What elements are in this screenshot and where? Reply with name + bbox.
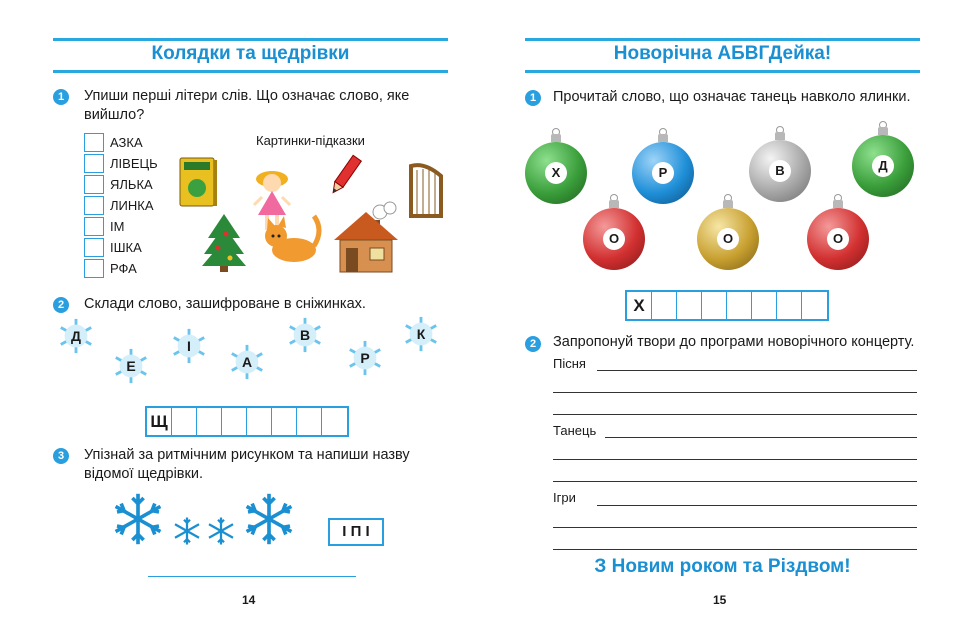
- cat-icon: [262, 210, 324, 268]
- page-number: 14: [242, 593, 256, 607]
- song-line[interactable]: [553, 414, 917, 415]
- snowflake-letter-text: В: [299, 327, 311, 343]
- ornament-cap: [775, 132, 785, 140]
- greeting-text: З Новим роком та Різдвом!: [594, 556, 851, 577]
- task2-text: Запропонуй твори до програми новорічного концерту.: [553, 334, 915, 350]
- task-number-2: 2: [525, 336, 541, 352]
- answer-cell[interactable]: [197, 408, 222, 435]
- small-snowflake-icon: [172, 516, 202, 546]
- letter-box[interactable]: [84, 238, 104, 257]
- letter-box[interactable]: [84, 175, 104, 194]
- word-fragment: ЯЛЬКА: [110, 177, 153, 192]
- harp-icon: [405, 160, 447, 220]
- games-line[interactable]: [597, 505, 917, 506]
- answer-cell[interactable]: [652, 292, 677, 319]
- task1-text: Упиши перші літери слів. Що означає слово, яке вийшло?: [84, 88, 410, 123]
- snowflake-letter-text: А: [241, 354, 253, 370]
- snowflake-letter-text: К: [416, 326, 426, 342]
- snowflake-letter-text: Р: [360, 350, 370, 366]
- letter-box[interactable]: [84, 196, 104, 215]
- snowflake-letter-text: І: [187, 338, 191, 354]
- ornament-ball: [807, 208, 869, 270]
- ornament-ball: [632, 142, 694, 204]
- letter-box[interactable]: [84, 154, 104, 173]
- big-snowflake-icon: [110, 491, 166, 547]
- task1-text: Прочитай слово, що означає танець навколо ялинки.: [553, 89, 911, 105]
- games-label: Ігри: [553, 490, 576, 505]
- games-line[interactable]: [553, 549, 917, 550]
- snowflake-letter-text: Е: [126, 358, 136, 374]
- fairy-tale-book-icon: [178, 156, 218, 208]
- snowflake-letter: [402, 315, 440, 353]
- ornament-letter: Х: [545, 162, 567, 184]
- ornament-letter: О: [827, 228, 849, 250]
- right-bottom-rule: [525, 70, 920, 73]
- right-top-rule: [525, 38, 920, 41]
- ornament-letter: Р: [652, 162, 674, 184]
- ornament-cap: [723, 200, 733, 208]
- ornament-ball: [583, 208, 645, 270]
- picture-hints-label: Картинки-підказки: [256, 133, 365, 148]
- ornament-ball: [525, 142, 587, 204]
- ornament-cap: [833, 200, 843, 208]
- pencil-icon: [328, 153, 364, 199]
- dance-label: Танець: [553, 423, 597, 438]
- letter-box[interactable]: [84, 259, 104, 278]
- snowflake-letter: [346, 339, 384, 377]
- answer-cell[interactable]: [172, 408, 197, 435]
- answer-cell[interactable]: [752, 292, 777, 319]
- word-fragment: ЛИНКА: [110, 198, 154, 213]
- ornament-ball: [749, 140, 811, 202]
- ornament-cap: [658, 134, 668, 142]
- rhythm-code-box: І П І: [328, 518, 384, 546]
- answer-cell[interactable]: [702, 292, 727, 319]
- task-number-3: 3: [53, 448, 69, 464]
- dance-line[interactable]: [553, 459, 917, 460]
- snowflake-letter-text: Д: [71, 328, 81, 344]
- ornament-cap: [609, 200, 619, 208]
- left-bottom-rule: [53, 70, 448, 73]
- ornament-ball: [852, 135, 914, 197]
- snowflake-letter: [170, 327, 208, 365]
- answer-cell[interactable]: [272, 408, 297, 435]
- task1-answer-row: [625, 290, 829, 321]
- small-snowflake-icon: [206, 516, 236, 546]
- task2-answer-row: [145, 406, 349, 437]
- snowflake-letter: [112, 347, 150, 385]
- ornament-letter: Д: [872, 155, 894, 177]
- answer-cell[interactable]: [322, 408, 347, 435]
- answer-cell[interactable]: [247, 408, 272, 435]
- answer-cell[interactable]: [677, 292, 702, 319]
- letter-box[interactable]: [84, 133, 104, 152]
- answer-cell[interactable]: [777, 292, 802, 319]
- ornament-cap: [551, 134, 561, 142]
- ornament-ball: [697, 208, 759, 270]
- dance-line[interactable]: [553, 481, 917, 482]
- left-top-rule: [53, 38, 448, 41]
- answer-cell[interactable]: Х: [627, 292, 652, 319]
- games-line[interactable]: [553, 527, 917, 528]
- big-snowflake-icon: [241, 491, 297, 547]
- word-fragment: ІШКА: [110, 240, 142, 255]
- page-number: 15: [713, 593, 727, 607]
- snowflake-letter: [228, 343, 266, 381]
- word-fragment: АЗКА: [110, 135, 143, 150]
- house-icon: [328, 200, 408, 276]
- task-number-2: 2: [53, 297, 69, 313]
- song-line[interactable]: [597, 370, 917, 371]
- left-page-title: Колядки та щедрівки: [151, 43, 350, 64]
- dance-line[interactable]: [605, 437, 917, 438]
- word-fragment: ІМ: [110, 219, 125, 234]
- ornament-letter: О: [603, 228, 625, 250]
- right-page: [485, 0, 970, 632]
- ornament-letter: В: [769, 160, 791, 182]
- word-fragment: ЛІВЕЦЬ: [110, 156, 158, 171]
- christmas-tree-icon: [200, 212, 248, 272]
- song-label: Пісня: [553, 356, 586, 371]
- ornament-letter: О: [717, 228, 739, 250]
- answer-cell[interactable]: Щ: [147, 408, 172, 435]
- song-line[interactable]: [553, 392, 917, 393]
- letter-box[interactable]: [84, 217, 104, 236]
- answer-cell[interactable]: [727, 292, 752, 319]
- answer-cell[interactable]: [297, 408, 322, 435]
- task3-answer-line[interactable]: [148, 576, 356, 577]
- task-number-1: 1: [525, 90, 541, 106]
- word-fragment: РФА: [110, 261, 137, 276]
- answer-cell[interactable]: [222, 408, 247, 435]
- task2-text: Склади слово, зашифроване в сніжинках.: [84, 296, 366, 312]
- answer-cell[interactable]: [802, 292, 827, 319]
- task3-text: Упізнай за ритмічним рисунком та напиши назву відомої щедрівки.: [84, 447, 410, 482]
- snowflake-letter: [57, 317, 95, 355]
- right-page-title: Новорічна АБВГДейка!: [613, 43, 832, 64]
- ornament-cap: [878, 127, 888, 135]
- task-number-1: 1: [53, 89, 69, 105]
- snowflake-letter: [286, 316, 324, 354]
